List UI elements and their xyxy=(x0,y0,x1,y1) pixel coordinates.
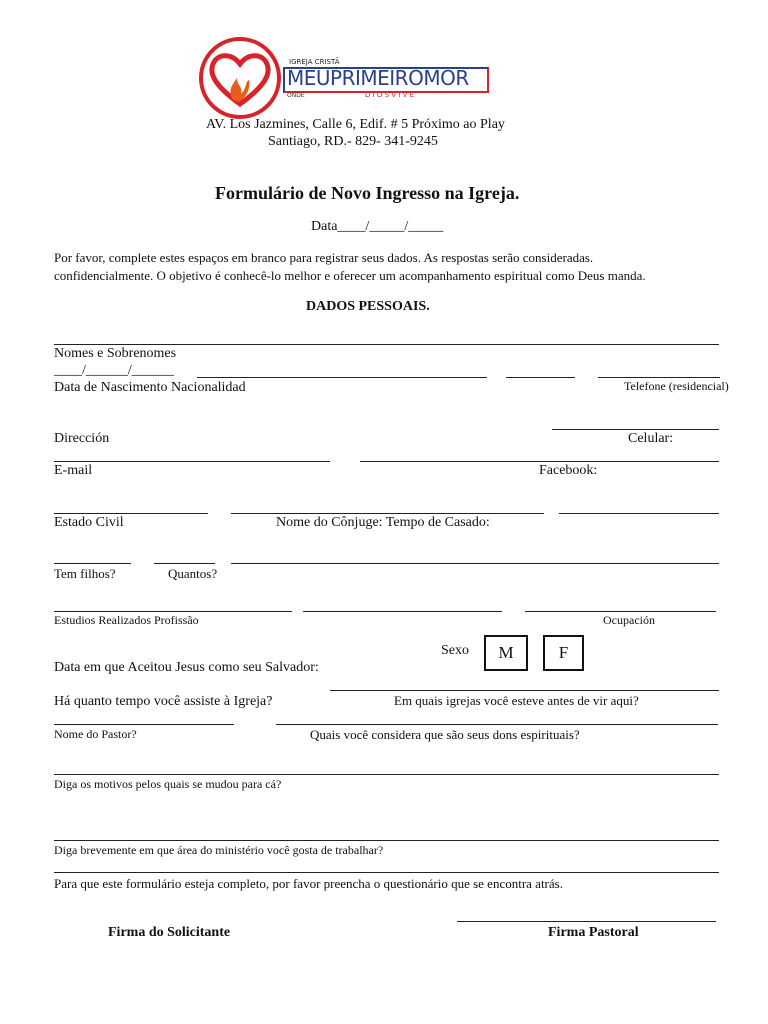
sex-f-checkbox[interactable]: F xyxy=(543,635,584,671)
civil-field-line[interactable] xyxy=(54,513,208,514)
pastor-label: Nome do Pastor? xyxy=(54,727,137,741)
logo-small-text: ONDE xyxy=(287,92,305,99)
ministry-label: Diga brevemente em que área do ministério você gosta de trabalhar? xyxy=(54,843,384,857)
married-time-field-line[interactable] xyxy=(559,513,719,514)
civil-label: Estado Civil xyxy=(54,515,124,530)
intro-line-1: Por favor, complete estes espaços em branco para registrar seus dados. As respostas serão consideradas. xyxy=(54,250,594,265)
logo-top-text: IGREJA CRISTÃ xyxy=(289,58,340,66)
address-label: Dirección xyxy=(54,431,110,446)
sex-label: Sexo xyxy=(441,643,469,658)
studies-field-line[interactable] xyxy=(54,611,292,612)
accepted-field-line[interactable] xyxy=(330,690,719,691)
nationality-field-line[interactable] xyxy=(197,377,487,378)
how-many-label: Quantos? xyxy=(168,566,218,581)
email-field-line[interactable] xyxy=(360,461,719,462)
ministry-field-line[interactable] xyxy=(54,872,719,873)
how-many-field-line[interactable] xyxy=(154,563,215,564)
phone-home-label: Telefone (residencial) xyxy=(624,379,729,393)
logo-bottom-text: D I O S V I V E xyxy=(365,91,415,99)
dob-nationality-label: Data de Nascimento Nacionalidad xyxy=(54,380,246,395)
gifts-label: Quais você considera que são seus dons espirituais? xyxy=(310,727,580,742)
address-line-2: Santiago, RD.- 829- 341-9245 xyxy=(268,134,438,149)
logo-brand: MEUPRIMEIROMOR xyxy=(287,66,469,90)
dob-blank[interactable]: ____/______/______ xyxy=(54,363,174,378)
complete-note: Para que este formulário esteja completo, por favor preencha o questionário que se encontra atrás. xyxy=(54,876,563,891)
form-title: Formulário de Novo Ingresso na Igreja. xyxy=(215,183,520,203)
accepted-label: Data em que Aceitou Jesus como seu Salvador: xyxy=(54,660,319,675)
date-field[interactable]: Data____/_____/_____ xyxy=(311,219,444,234)
email-label: E-mail xyxy=(54,463,93,478)
cell-label: Celular: xyxy=(628,431,674,446)
gifts-field-line[interactable] xyxy=(54,774,719,775)
occupation-label: Ocupación xyxy=(603,613,655,627)
studies-label: Estudios Realizados Profissão xyxy=(54,613,199,627)
address-line-1: AV. Los Jazmines, Calle 6, Edif. # 5 Próximo ao Play xyxy=(206,117,505,132)
spouse-field-line[interactable] xyxy=(231,513,544,514)
facebook-label: Facebook: xyxy=(539,463,598,478)
attending-label: Há quanto tempo você assiste à Igreja? xyxy=(54,694,273,709)
reasons-label: Diga os motivos pelos quais se mudou para cá? xyxy=(54,777,282,791)
churches-field-line[interactable] xyxy=(276,724,718,725)
intro-line-2: confidencialmente. O objetivo é conhecê-lo melhor e oferecer um acompanhamento espiritual como Deus manda. xyxy=(54,268,646,283)
children-extra-line[interactable] xyxy=(231,563,719,564)
children-field-line[interactable] xyxy=(54,563,131,564)
spouse-label: Nome do Cônjuge: Tempo de Casado: xyxy=(276,515,490,530)
applicant-signature-label: Firma do Solicitante xyxy=(108,925,231,940)
names-label: Nomes e Sobrenomes xyxy=(54,346,177,361)
church-logo xyxy=(195,36,495,120)
reasons-field-line[interactable] xyxy=(54,840,719,841)
profession-field-line[interactable] xyxy=(303,611,502,612)
phone-field-line-2[interactable] xyxy=(598,377,720,378)
names-field-line[interactable] xyxy=(54,344,719,345)
cell-field-line[interactable] xyxy=(552,429,719,430)
occupation-field-line[interactable] xyxy=(525,611,716,612)
attending-field-line[interactable] xyxy=(54,724,234,725)
phone-field-line-1[interactable] xyxy=(506,377,575,378)
children-label: Tem filhos? xyxy=(54,566,116,581)
section-title: DADOS PESSOAIS. xyxy=(306,299,430,314)
sex-m-checkbox[interactable]: M xyxy=(484,635,528,671)
churches-label: Em quais igrejas você esteve antes de vir aqui? xyxy=(394,693,639,708)
pastoral-signature-line[interactable] xyxy=(457,921,716,922)
heart-flame-icon xyxy=(195,36,285,120)
address-field-line[interactable] xyxy=(54,461,330,462)
pastoral-signature-label: Firma Pastoral xyxy=(548,925,639,940)
